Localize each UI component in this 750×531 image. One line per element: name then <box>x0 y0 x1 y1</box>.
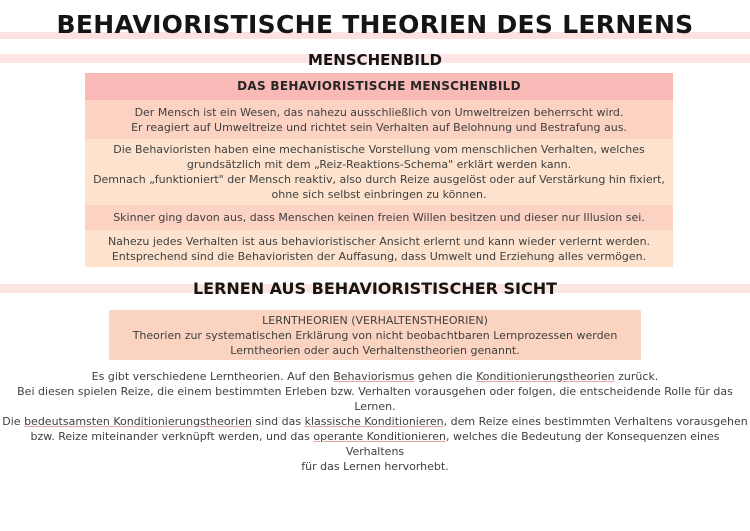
term-klassisches-konditionieren: klassische Konditionieren <box>304 415 444 428</box>
text-line: Skinner ging davon aus, dass Menschen keinen freien Willen besitzen und dieser nur Illusion sei. <box>113 211 645 224</box>
text-line: für das Lernen hervorhebt. <box>301 460 449 473</box>
menschenbild-box-title <box>85 73 673 100</box>
term-konditionierungstheorien: Konditionierungstheorien <box>476 370 615 383</box>
text-line: Der Mensch ist ein Wesen, das nahezu ausschließlich von Umweltreizen beherrscht wird. <box>134 105 624 119</box>
text-line: Theorien zur systematischen Erklärung von nicht beobachtbaren Lernprozessen werden <box>132 328 618 342</box>
text-line: Bei diesen spielen Reize, die einem bestimmten Erleben bzw. Verhalten vorausgehen oder folgen, die entscheidende Rolle für das Lernen. <box>17 385 733 413</box>
section2-heading: LERNEN AUS BEHAVIORISTISCHER SICHT <box>192 279 558 298</box>
page-title: BEHAVIORISTISCHE THEORIEN DES LERNENS <box>56 10 694 39</box>
text-run: Die <box>2 415 25 428</box>
text-line <box>0 429 750 459</box>
lerntheorien-definition-box <box>109 310 641 360</box>
text-line: Die Behavioristen haben eine mechanistische Vorstellung vom menschlichen Verhalten, welches <box>113 143 645 156</box>
menschenbild-block-2 <box>85 139 673 205</box>
menschenbild-block-1 <box>85 100 673 139</box>
text-run: , dem Reize eines bestimmten Verhaltens vorausgehen <box>443 415 748 428</box>
section1-heading: MENSCHENBILD <box>308 51 442 69</box>
paragraph-1 <box>0 369 750 414</box>
text-line <box>0 414 750 429</box>
text-line: Er reagiert auf Umweltreize und richtet sein Verhalten auf Belohnung und Bestrafung aus. <box>131 120 627 134</box>
menschenbild-block-3 <box>85 205 673 230</box>
term-operantes-konditionieren: operante Konditionieren <box>313 430 446 443</box>
term-bedeutsamste-theorien: bedeutsamsten Konditionierungstheorien <box>24 415 252 428</box>
text-line <box>0 369 750 384</box>
text-run: bzw. Reize miteinander verknüpft werden, und das <box>30 430 314 443</box>
text-run: zurück. <box>614 370 659 383</box>
text-line: grundsätzlich mit dem „Reiz-Reaktions-Schema" erklärt werden kann. <box>186 158 572 171</box>
text-run: sind das <box>251 415 305 428</box>
box-title-text: DAS BEHAVIORISTISCHE MENSCHENBILD <box>237 79 521 93</box>
text-run: Es gibt verschiedene Lerntheorien. Auf den <box>91 370 334 383</box>
text-line: Entsprechend sind die Behavioristen der Auffasung, dass Umwelt und Erziehung alles vermögen. <box>111 249 647 263</box>
paragraph-2 <box>0 414 750 474</box>
text-line: Demnach „funktioniert" der Mensch reaktiv, also durch Reize ausgelöst oder auf Verstärkung hin fixiert, <box>93 173 665 186</box>
term-behaviorismus: Behaviorismus <box>333 370 415 383</box>
text-line: Lerntheorien oder auch Verhaltenstheorien genannt. <box>230 343 520 357</box>
text-run: gehen die <box>414 370 477 383</box>
menschenbild-block-4 <box>85 230 673 267</box>
text-line: Nahezu jedes Verhalten ist aus behavioristischer Ansicht erlernt und kann wieder verlernt werden. <box>107 234 651 248</box>
definition-title: LERNTHEORIEN (VERHALTENSTHEORIEN) <box>262 313 488 327</box>
text-run: , welches die Bedeutung der Konsequenzen eines Verhaltens <box>345 430 720 458</box>
text-line: ohne sich selbst einbringen zu können. <box>271 188 487 201</box>
